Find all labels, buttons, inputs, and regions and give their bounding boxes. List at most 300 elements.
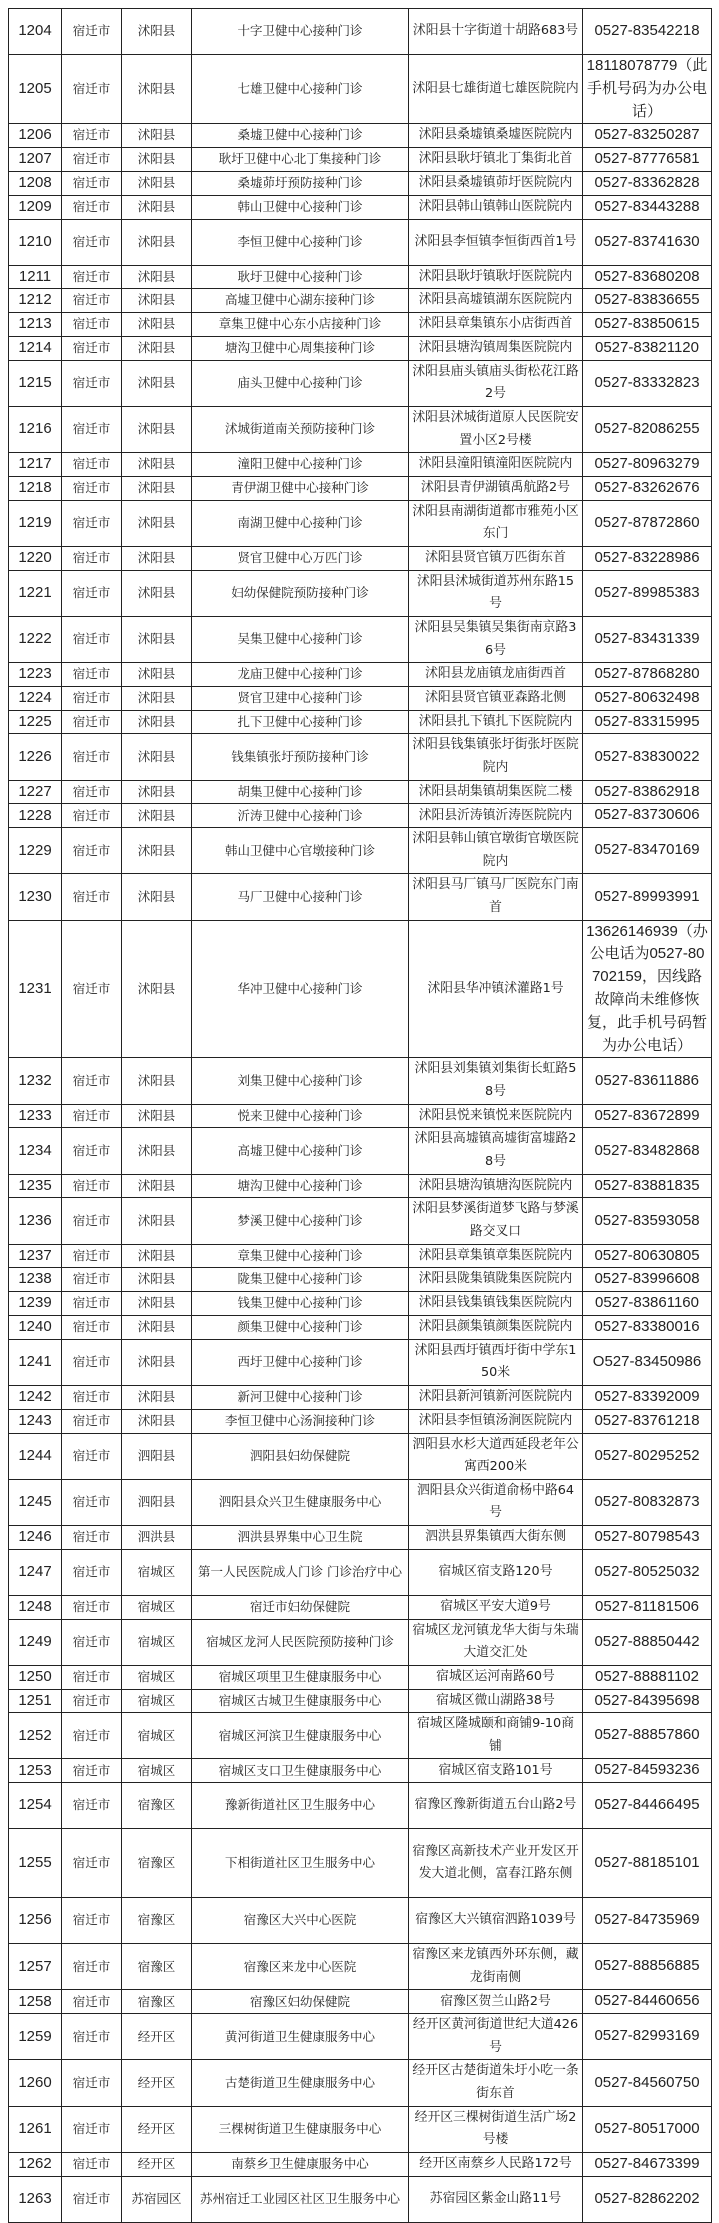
table-row (9, 406, 712, 452)
row-county: 宿豫区 (122, 1898, 192, 1944)
row-phone: 0527-83730606 (583, 804, 712, 828)
row-clinic-name: 泗洪县界集中心卫生院 (192, 1525, 409, 1549)
row-phone: 0527-89993991 (583, 874, 712, 920)
row-address: 沭阳县桑墟镇茆圩医院院内 (409, 171, 583, 195)
table-row (9, 1385, 712, 1409)
row-address: 沭阳县贤官镇亚森路北侧 (409, 686, 583, 710)
row-clinic-name: 沭城街道南关预防接种门诊 (192, 406, 409, 452)
row-id: 1226 (9, 734, 62, 780)
row-phone: 0527-82993169 (583, 2014, 712, 2060)
row-phone: 0527-89985383 (583, 570, 712, 616)
row-id: 1237 (9, 1244, 62, 1268)
row-phone: 0527-83482868 (583, 1128, 712, 1174)
row-county: 沭阳县 (122, 1244, 192, 1268)
table-row (9, 874, 712, 920)
row-phone: 0527-80832873 (583, 1479, 712, 1525)
row-city: 宿迁市 (62, 1898, 122, 1944)
row-clinic-name: 泗阳县妇幼保健院 (192, 1433, 409, 1479)
row-phone: 0527-83836655 (583, 289, 712, 313)
row-clinic-name: 宿豫区妇幼保健院 (192, 1990, 409, 2014)
row-city: 宿迁市 (62, 453, 122, 477)
row-county: 沭阳县 (122, 616, 192, 662)
row-clinic-name: 宿城区古城卫生健康服务中心 (192, 1689, 409, 1713)
row-city: 宿迁市 (62, 1339, 122, 1385)
row-phone: 0527-84466495 (583, 1783, 712, 1829)
row-county: 沭阳县 (122, 453, 192, 477)
row-county: 沭阳县 (122, 734, 192, 780)
row-phone: 0527-83250287 (583, 124, 712, 148)
row-address: 沭阳县韩山镇韩山医院院内 (409, 195, 583, 219)
table-row (9, 2060, 712, 2106)
row-id: 1261 (9, 2106, 62, 2152)
row-clinic-name: 吴集卫健中心接种门诊 (192, 616, 409, 662)
row-id: 1227 (9, 780, 62, 804)
row-phone: 0527-81181506 (583, 1595, 712, 1619)
row-city: 宿迁市 (62, 195, 122, 219)
row-county: 沭阳县 (122, 171, 192, 195)
table-row (9, 828, 712, 874)
row-id: 1251 (9, 1689, 62, 1713)
row-id: 1249 (9, 1619, 62, 1665)
row-id: 1229 (9, 828, 62, 874)
row-id: 1257 (9, 1944, 62, 1990)
table-row (9, 289, 712, 313)
row-phone: 0527-80525032 (583, 1549, 712, 1595)
row-address: 宿豫区高新技术产业开发区开发大道北侧，富春江路东侧 (409, 1829, 583, 1898)
table-row (9, 148, 712, 172)
row-address: 沭阳县钱集镇钱集医院院内 (409, 1292, 583, 1316)
row-city: 宿迁市 (62, 570, 122, 616)
row-phone: 0527-82086255 (583, 406, 712, 452)
row-id: 1225 (9, 710, 62, 734)
table-row (9, 780, 712, 804)
row-id: 1248 (9, 1595, 62, 1619)
row-phone: 0527-84395698 (583, 1689, 712, 1713)
row-county: 沭阳县 (122, 920, 192, 1058)
row-clinic-name: 颜集卫健中心接种门诊 (192, 1315, 409, 1339)
row-city: 宿迁市 (62, 1525, 122, 1549)
vaccination-clinic-table (8, 8, 712, 2223)
row-city: 宿迁市 (62, 1479, 122, 1525)
row-county: 沭阳县 (122, 1315, 192, 1339)
row-city: 宿迁市 (62, 546, 122, 570)
row-county: 宿城区 (122, 1689, 192, 1713)
row-phone: 0527-87872860 (583, 500, 712, 546)
row-phone: 0527-88856885 (583, 1944, 712, 1990)
table-row (9, 124, 712, 148)
row-clinic-name: 宿城区河滨卫生健康服务中心 (192, 1713, 409, 1759)
row-address: 沭阳县沭城街道苏州东路15号 (409, 570, 583, 616)
row-phone: 0527-83380016 (583, 1315, 712, 1339)
row-id: 1234 (9, 1128, 62, 1174)
row-address: 沭阳县南湖街道都市雅苑小区东门 (409, 500, 583, 546)
row-clinic-name: 古楚街道卫生健康服务中心 (192, 2060, 409, 2106)
table-row (9, 1058, 712, 1104)
row-county: 宿城区 (122, 1549, 192, 1595)
row-clinic-name: 十字卫健中心接种门诊 (192, 9, 409, 55)
row-city: 宿迁市 (62, 1174, 122, 1198)
row-clinic-name: 南湖卫健中心接种门诊 (192, 500, 409, 546)
row-id: 1231 (9, 920, 62, 1058)
row-city: 宿迁市 (62, 55, 122, 124)
row-county: 沭阳县 (122, 265, 192, 289)
table-row (9, 1713, 712, 1759)
row-phone: 0527-80798543 (583, 1525, 712, 1549)
table-row (9, 313, 712, 337)
table-row (9, 546, 712, 570)
table-row (9, 1619, 712, 1665)
row-id: 1247 (9, 1549, 62, 1595)
row-address: 苏宿园区紫金山路11号 (409, 2176, 583, 2222)
row-address: 沭阳县青伊湖镇禹航路2号 (409, 476, 583, 500)
row-phone: 0527-80517000 (583, 2106, 712, 2152)
row-city: 宿迁市 (62, 1104, 122, 1128)
row-address: 宿城区龙河镇龙华大街与朱瑞大道交汇处 (409, 1619, 583, 1665)
row-city: 宿迁市 (62, 1619, 122, 1665)
row-id: 1221 (9, 570, 62, 616)
row-address: 宿豫区豫新街道五台山路2号 (409, 1783, 583, 1829)
row-id: 1223 (9, 663, 62, 687)
row-address: 沭阳县梦溪街道梦飞路与梦溪路交叉口 (409, 1198, 583, 1244)
row-id: 1220 (9, 546, 62, 570)
row-phone: 0527-83861160 (583, 1292, 712, 1316)
row-clinic-name: 胡集卫健中心接种门诊 (192, 780, 409, 804)
row-clinic-name: 耿圩卫健中心接种门诊 (192, 265, 409, 289)
row-address: 沭阳县胡集镇胡集医院二楼 (409, 780, 583, 804)
row-address: 沭阳县龙庙镇龙庙街西首 (409, 663, 583, 687)
table-row (9, 1595, 712, 1619)
table-row (9, 1198, 712, 1244)
row-address: 沭阳县扎下镇扎下医院院内 (409, 710, 583, 734)
row-city: 宿迁市 (62, 1292, 122, 1316)
row-clinic-name: 高墟卫健中心接种门诊 (192, 1128, 409, 1174)
row-clinic-name: 钱集卫健中心接种门诊 (192, 1292, 409, 1316)
row-phone: 0527-83996608 (583, 1268, 712, 1292)
row-address: 泗阳县水杉大道西延段老年公寓西200米 (409, 1433, 583, 1479)
row-id: 1213 (9, 313, 62, 337)
row-county: 沭阳县 (122, 289, 192, 313)
row-city: 宿迁市 (62, 2176, 122, 2222)
row-city: 宿迁市 (62, 1128, 122, 1174)
table-row (9, 1665, 712, 1689)
row-id: 1217 (9, 453, 62, 477)
row-id: 1252 (9, 1713, 62, 1759)
row-city: 宿迁市 (62, 1433, 122, 1479)
row-city: 宿迁市 (62, 1713, 122, 1759)
row-address: 泗阳县众兴街道俞杨中路64号 (409, 1479, 583, 1525)
row-clinic-name: 宿豫区大兴中心医院 (192, 1898, 409, 1944)
row-city: 宿迁市 (62, 780, 122, 804)
row-county: 宿豫区 (122, 1829, 192, 1898)
row-address: 宿城区运河南路60号 (409, 1665, 583, 1689)
row-clinic-name: 扎下卫健中心接种门诊 (192, 710, 409, 734)
row-id: 1244 (9, 1433, 62, 1479)
row-address: 沭阳县耿圩镇北丁集街北首 (409, 148, 583, 172)
table-row (9, 1689, 712, 1713)
table-row (9, 804, 712, 828)
row-address: 沭阳县新河镇新河医院院内 (409, 1385, 583, 1409)
row-phone: 0527-80630805 (583, 1244, 712, 1268)
row-county: 沭阳县 (122, 828, 192, 874)
row-clinic-name: 桑墟卫健中心接种门诊 (192, 124, 409, 148)
row-clinic-name: 宿迁市妇幼保健院 (192, 1595, 409, 1619)
row-clinic-name: 陇集卫健中心接种门诊 (192, 1268, 409, 1292)
row-phone: 0527-83862918 (583, 780, 712, 804)
row-city: 宿迁市 (62, 920, 122, 1058)
row-phone: 0527-83542218 (583, 9, 712, 55)
row-id: 1222 (9, 616, 62, 662)
table-row (9, 1433, 712, 1479)
row-county: 泗阳县 (122, 1433, 192, 1479)
row-city: 宿迁市 (62, 686, 122, 710)
row-city: 宿迁市 (62, 1385, 122, 1409)
row-county: 沭阳县 (122, 804, 192, 828)
row-address: 泗洪县界集镇西大街东侧 (409, 1525, 583, 1549)
row-phone: 0527-83431339 (583, 616, 712, 662)
table-row (9, 171, 712, 195)
row-city: 宿迁市 (62, 804, 122, 828)
row-clinic-name: 高墟卫健中心湖东接种门诊 (192, 289, 409, 313)
table-row (9, 616, 712, 662)
row-id: 1204 (9, 9, 62, 55)
row-address: 沭阳县颜集镇颜集医院院内 (409, 1315, 583, 1339)
row-clinic-name: 贤官卫建中心接种门诊 (192, 686, 409, 710)
row-address: 沭阳县悦来镇悦来医院院内 (409, 1104, 583, 1128)
row-clinic-name: 西圩卫健中心接种门诊 (192, 1339, 409, 1385)
table-row (9, 663, 712, 687)
row-county: 沭阳县 (122, 148, 192, 172)
row-address: 宿城区宿支路120号 (409, 1549, 583, 1595)
row-id: 1259 (9, 2014, 62, 2060)
row-id: 1253 (9, 1759, 62, 1783)
row-id: 1232 (9, 1058, 62, 1104)
table-row (9, 1174, 712, 1198)
row-clinic-name: 妇幼保健院预防接种门诊 (192, 570, 409, 616)
row-city: 宿迁市 (62, 9, 122, 55)
row-city: 宿迁市 (62, 828, 122, 874)
row-city: 宿迁市 (62, 1198, 122, 1244)
row-clinic-name: 塘沟卫健中心周集接种门诊 (192, 336, 409, 360)
row-city: 宿迁市 (62, 2060, 122, 2106)
row-phone: 0527-84735969 (583, 1898, 712, 1944)
row-city: 宿迁市 (62, 874, 122, 920)
row-id: 1208 (9, 171, 62, 195)
row-id: 1245 (9, 1479, 62, 1525)
row-address: 沭阳县耿圩镇耿圩医院院内 (409, 265, 583, 289)
row-county: 宿豫区 (122, 1944, 192, 1990)
row-county: 经开区 (122, 2014, 192, 2060)
row-clinic-name: 塘沟卫健中心接种门诊 (192, 1174, 409, 1198)
row-id: 1212 (9, 289, 62, 313)
row-id: 1255 (9, 1829, 62, 1898)
row-address: 经开区三棵树街道生活广场2号楼 (409, 2106, 583, 2152)
row-city: 宿迁市 (62, 663, 122, 687)
row-phone: 0527-80632498 (583, 686, 712, 710)
row-county: 宿城区 (122, 1595, 192, 1619)
row-phone: 0527-83443288 (583, 195, 712, 219)
table-row (9, 500, 712, 546)
row-county: 宿城区 (122, 1665, 192, 1689)
row-city: 宿迁市 (62, 148, 122, 172)
row-id: 1241 (9, 1339, 62, 1385)
row-phone: 0527-88185101 (583, 1829, 712, 1898)
row-city: 宿迁市 (62, 1268, 122, 1292)
row-phone: 0527-83830022 (583, 734, 712, 780)
row-clinic-name: 悦来卫健中心接种门诊 (192, 1104, 409, 1128)
row-id: 1240 (9, 1315, 62, 1339)
row-county: 沭阳县 (122, 1104, 192, 1128)
row-id: 1210 (9, 219, 62, 265)
row-phone: 0527-83470169 (583, 828, 712, 874)
row-clinic-name: 黄河街道卫生健康服务中心 (192, 2014, 409, 2060)
row-id: 1238 (9, 1268, 62, 1292)
row-id: 1260 (9, 2060, 62, 2106)
row-county: 沭阳县 (122, 55, 192, 124)
table-row (9, 1315, 712, 1339)
row-clinic-name: 新河卫健中心接种门诊 (192, 1385, 409, 1409)
row-city: 宿迁市 (62, 265, 122, 289)
row-id: 1207 (9, 148, 62, 172)
row-phone: 0527-88857860 (583, 1713, 712, 1759)
table-row (9, 195, 712, 219)
table-row (9, 219, 712, 265)
row-id: 1228 (9, 804, 62, 828)
row-id: 1233 (9, 1104, 62, 1128)
row-city: 宿迁市 (62, 1665, 122, 1689)
row-id: 1242 (9, 1385, 62, 1409)
row-county: 沭阳县 (122, 1292, 192, 1316)
row-city: 宿迁市 (62, 1990, 122, 2014)
row-county: 沭阳县 (122, 195, 192, 219)
table-row (9, 1759, 712, 1783)
row-county: 泗阳县 (122, 1479, 192, 1525)
row-county: 沭阳县 (122, 1174, 192, 1198)
table-row (9, 1128, 712, 1174)
row-county: 宿城区 (122, 1619, 192, 1665)
row-county: 沭阳县 (122, 124, 192, 148)
row-clinic-name: 苏州宿迁工业园区社区卫生服务中心 (192, 2176, 409, 2222)
table-row (9, 476, 712, 500)
row-clinic-name: 钱集镇张圩预防接种门诊 (192, 734, 409, 780)
row-county: 宿城区 (122, 1713, 192, 1759)
row-id: 1215 (9, 360, 62, 406)
row-city: 宿迁市 (62, 500, 122, 546)
row-address: 沭阳县高墟镇湖东医院院内 (409, 289, 583, 313)
table-row (9, 453, 712, 477)
row-id: 1209 (9, 195, 62, 219)
row-clinic-name: 章集卫健中心东小店接种门诊 (192, 313, 409, 337)
row-phone: 0527-84593236 (583, 1759, 712, 1783)
row-phone: 0527-83332823 (583, 360, 712, 406)
row-clinic-name: 宿城区支口卫生健康服务中心 (192, 1759, 409, 1783)
row-clinic-name: 宿城区项里卫生健康服务中心 (192, 1665, 409, 1689)
row-clinic-name: 宿豫区来龙中心医院 (192, 1944, 409, 1990)
row-address: 宿城区微山湖路38号 (409, 1689, 583, 1713)
row-county: 经开区 (122, 2152, 192, 2176)
row-clinic-name: 潼阳卫健中心接种门诊 (192, 453, 409, 477)
row-phone: 0527-83593058 (583, 1198, 712, 1244)
table-row (9, 570, 712, 616)
row-clinic-name: 李恒卫健中心汤涧接种门诊 (192, 1409, 409, 1433)
row-id: 1250 (9, 1665, 62, 1689)
row-id: 1262 (9, 2152, 62, 2176)
row-clinic-name: 耿圩卫健中心北丁集接种门诊 (192, 148, 409, 172)
row-clinic-name: 桑墟茆圩预防接种门诊 (192, 171, 409, 195)
row-clinic-name: 章集卫健中心接种门诊 (192, 1244, 409, 1268)
row-county: 沭阳县 (122, 219, 192, 265)
row-city: 宿迁市 (62, 360, 122, 406)
row-address: 沭阳县陇集镇陇集医院院内 (409, 1268, 583, 1292)
row-address: 沭阳县章集镇东小店街西首 (409, 313, 583, 337)
row-id: 1230 (9, 874, 62, 920)
row-phone: 18118078779（此手机号码为办公电话） (583, 55, 712, 124)
table-row (9, 360, 712, 406)
row-address: 沭阳县桑墟镇桑墟医院院内 (409, 124, 583, 148)
row-address: 沭阳县韩山镇官墩街官墩医院院内 (409, 828, 583, 874)
row-address: 沭阳县刘集镇刘集街长虹路58号 (409, 1058, 583, 1104)
row-phone: 0527-84560750 (583, 2060, 712, 2106)
row-city: 宿迁市 (62, 219, 122, 265)
row-county: 沭阳县 (122, 336, 192, 360)
row-county: 宿豫区 (122, 1783, 192, 1829)
row-id: 1254 (9, 1783, 62, 1829)
table-row (9, 1829, 712, 1898)
row-county: 沭阳县 (122, 9, 192, 55)
table-row (9, 710, 712, 734)
row-city: 宿迁市 (62, 1244, 122, 1268)
row-clinic-name: 第一人民医院成人门诊 门诊治疗中心 (192, 1549, 409, 1595)
row-address: 宿豫区大兴镇宿泗路1039号 (409, 1898, 583, 1944)
row-address: 宿城区平安大道9号 (409, 1595, 583, 1619)
row-phone: 0527-87868280 (583, 663, 712, 687)
row-county: 沭阳县 (122, 1409, 192, 1433)
row-city: 宿迁市 (62, 476, 122, 500)
row-address: 沭阳县庙头镇庙头街松花江路2号 (409, 360, 583, 406)
row-phone: 0527-83262676 (583, 476, 712, 500)
row-city: 宿迁市 (62, 124, 122, 148)
table-row (9, 2176, 712, 2222)
row-county: 沭阳县 (122, 874, 192, 920)
row-phone: 0527-82862202 (583, 2176, 712, 2222)
row-clinic-name: 宿城区龙河人民医院预防接种门诊 (192, 1619, 409, 1665)
row-address: 经开区南蔡乡人民路172号 (409, 2152, 583, 2176)
row-phone: 0527-83821120 (583, 336, 712, 360)
row-address: 沭阳县马厂镇马厂医院东门南首 (409, 874, 583, 920)
row-city: 宿迁市 (62, 1549, 122, 1595)
row-address: 沭阳县贤官镇万匹街东首 (409, 546, 583, 570)
row-phone: O527-83450986 (583, 1339, 712, 1385)
row-phone: 0527-88850442 (583, 1619, 712, 1665)
row-address: 宿城区隆城颐和商铺9-10商铺 (409, 1713, 583, 1759)
row-id: 1239 (9, 1292, 62, 1316)
row-id: 1216 (9, 406, 62, 452)
table-row (9, 1244, 712, 1268)
vaccination-clinic-table-container (8, 8, 712, 2223)
row-city: 宿迁市 (62, 1944, 122, 1990)
row-phone: 0527-83228986 (583, 546, 712, 570)
row-clinic-name: 三棵树街道卫生健康服务中心 (192, 2106, 409, 2152)
row-city: 宿迁市 (62, 734, 122, 780)
row-city: 宿迁市 (62, 289, 122, 313)
table-row (9, 686, 712, 710)
row-county: 经开区 (122, 2060, 192, 2106)
row-phone: 0527-83315995 (583, 710, 712, 734)
table-row (9, 55, 712, 124)
row-county: 沭阳县 (122, 686, 192, 710)
row-address: 沭阳县西圩镇西圩街中学东150米 (409, 1339, 583, 1385)
table-row (9, 1990, 712, 2014)
row-county: 沭阳县 (122, 360, 192, 406)
